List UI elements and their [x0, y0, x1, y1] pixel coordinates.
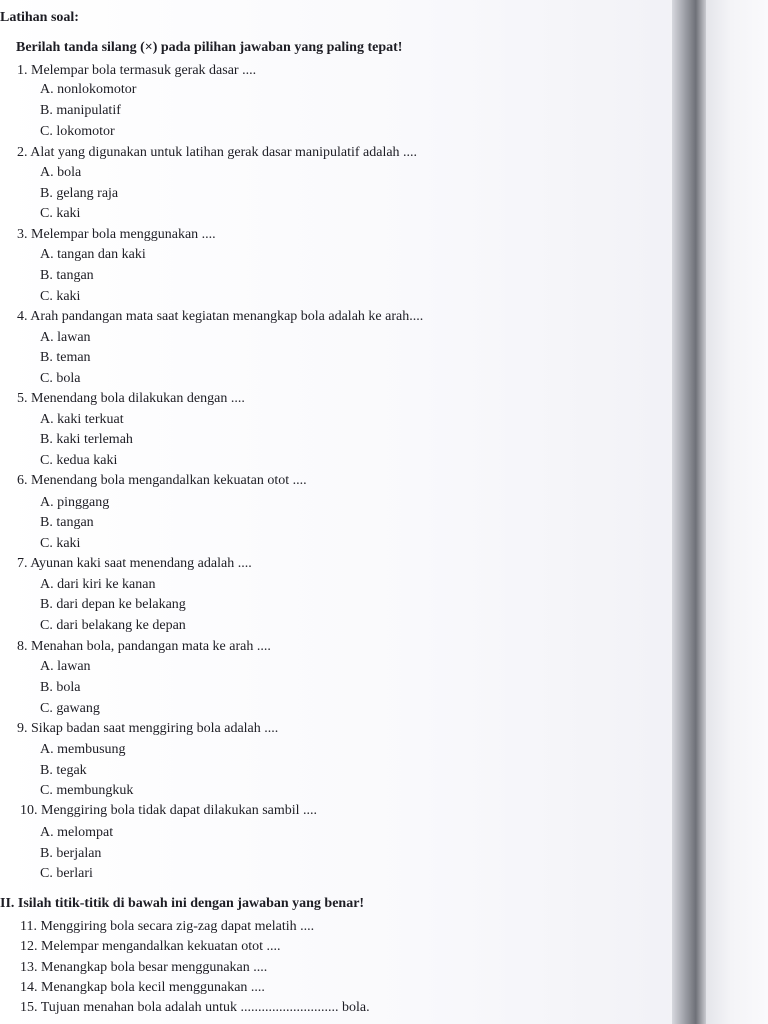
q2-option-a: A. bola: [40, 165, 82, 180]
q4-option-c: C. bola: [40, 371, 81, 386]
q2-option-c: C. kaki: [40, 206, 81, 221]
section-a-title: Berilah tanda silang (×) pada pilihan jawaban yang paling tepat!: [16, 40, 403, 55]
q2-option-b: B. gelang raja: [40, 186, 119, 201]
q10-option-c: C. berlari: [40, 866, 93, 881]
book-spine: [672, 0, 706, 1024]
worksheet-header: Latihan soal:: [0, 10, 79, 25]
q9-option-a: A. membusung: [40, 742, 126, 757]
q4-option-b: B. teman: [40, 350, 91, 365]
q8-option-b: B. bola: [40, 680, 81, 695]
q10-option-a: A. melompat: [40, 825, 114, 840]
fill-item-14: 14. Menangkap bola kecil menggunakan ....: [20, 980, 265, 995]
q5-option-b: B. kaki terlemah: [40, 432, 133, 447]
q6-option-b: B. tangan: [40, 515, 94, 530]
q10-option-b: B. berjalan: [40, 846, 102, 861]
q8-option-c: C. gawang: [40, 701, 100, 716]
q1-option-a: A. nonlokomotor: [40, 82, 137, 97]
question-8: 8. Menahan bola, pandangan mata ke arah ....: [17, 639, 271, 654]
section-b-title: II. Isilah titik-titik di bawah ini dengan jawaban yang benar!: [0, 896, 365, 911]
q9-option-c: C. membungkuk: [40, 783, 134, 798]
fill-item-12: 12. Melempar mengandalkan kekuatan otot ....: [20, 939, 281, 954]
q3-option-b: B. tangan: [40, 268, 94, 283]
question-7: 7. Ayunan kaki saat menendang adalah ....: [17, 556, 252, 571]
q7-option-c: C. dari belakang ke depan: [40, 618, 186, 633]
q3-option-c: C. kaki: [40, 289, 81, 304]
question-6: 6. Menendang bola mengandalkan kekuatan otot ....: [17, 473, 307, 488]
q5-option-a: A. kaki terkuat: [40, 412, 124, 427]
fill-item-13: 13. Menangkap bola besar menggunakan ....: [20, 960, 268, 975]
facing-page-edge: [706, 0, 768, 1024]
question-1: 1. Melempar bola termasuk gerak dasar ....: [17, 63, 257, 78]
q9-option-b: B. tegak: [40, 763, 87, 778]
question-5: 5. Menendang bola dilakukan dengan ....: [17, 391, 245, 406]
q6-option-c: C. kaki: [40, 536, 81, 551]
q5-option-c: C. kedua kaki: [40, 453, 118, 468]
question-3: 3. Melempar bola menggunakan ....: [17, 227, 216, 242]
fill-item-15: 15. Tujuan menahan bola adalah untuk ............................ bola.: [20, 1000, 370, 1015]
q8-option-a: A. lawan: [40, 659, 91, 674]
question-4: 4. Arah pandangan mata saat kegiatan menangkap bola adalah ke arah....: [17, 309, 424, 324]
q1-option-c: C. lokomotor: [40, 124, 115, 139]
question-10: 10. Menggiring bola tidak dapat dilakukan sambil ....: [20, 803, 318, 818]
q3-option-a: A. tangan dan kaki: [40, 247, 146, 262]
question-9: 9. Sikap badan saat menggiring bola adalah ....: [17, 721, 279, 736]
q7-option-a: A. dari kiri ke kanan: [40, 577, 156, 592]
fill-item-11: 11. Menggiring bola secara zig-zag dapat melatih ....: [20, 919, 315, 934]
q1-option-b: B. manipulatif: [40, 103, 121, 118]
question-2: 2. Alat yang digunakan untuk latihan gerak dasar manipulatif adalah ....: [17, 145, 418, 160]
q7-option-b: B. dari depan ke belakang: [40, 597, 186, 612]
q6-option-a: A. pinggang: [40, 495, 110, 510]
q4-option-a: A. lawan: [40, 330, 91, 345]
